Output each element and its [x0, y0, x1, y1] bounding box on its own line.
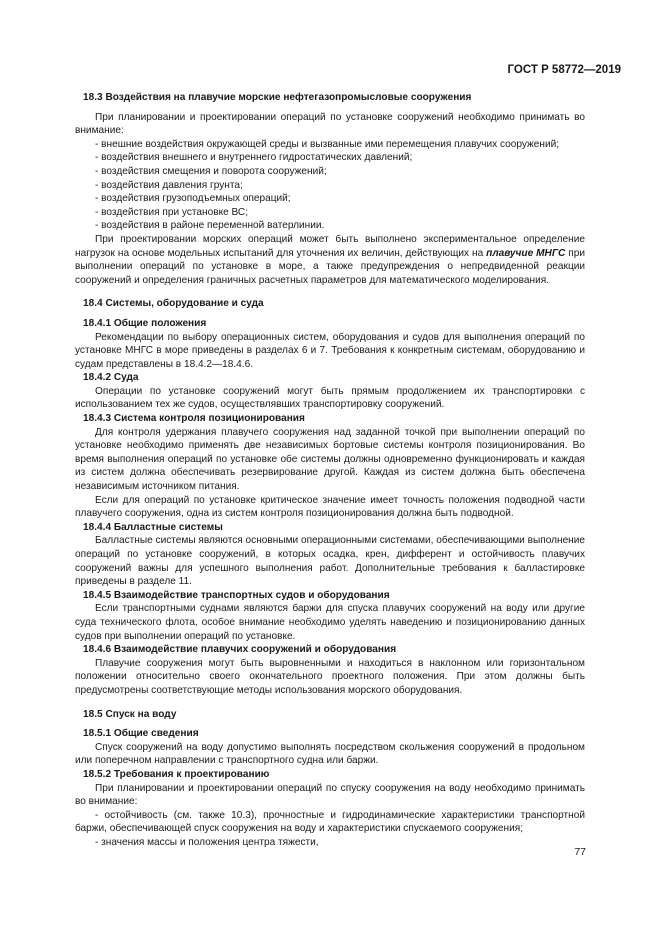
paragraph: Балластные системы являются основными операционными системами, обеспечивающими выполнение операций по установке сооружений, в которых осадка, крен, дифферент и остойчивость плавучих сооружений важны для успешного выполнения работ. Дополнительные требования к балластировке приведены в разделе 11. — [75, 535, 586, 588]
section-heading-18-4: 18.4 Системы, оборудование и суда — [83, 298, 264, 310]
subsection-heading-18-4-4: 18.4.4 Балластные системы — [83, 521, 223, 533]
subsection-heading-18-4-3: 18.4.3 Система контроля позиционирования — [83, 413, 305, 425]
page-number: 77 — [574, 846, 586, 858]
document-standard-header: ГОСТ Р 58772—2019 — [507, 64, 621, 76]
bullet-list — [75, 138, 585, 233]
paragraph: Плавучие сооружения могут быть выровненными и находиться в наклонном или горизонтальном положении относительно своего окончательного проектного положения. При этом должны быть предусмотрены соответствующие методы использования морского оборудования. — [75, 657, 585, 696]
paragraph: При планировании и проектировании операций по установке сооружений необходимо принимать во внимание: — [75, 111, 585, 137]
list-item: - воздействия смещения и поворота сооружений; — [95, 165, 327, 177]
subsection-heading-18-4-2: 18.4.2 Суда — [83, 372, 139, 384]
list-item: - остойчивость (см. также 10.3), прочностные и гидродинамические характеристики транспортной баржи, обеспечивающей спуск сооружения на воду и характеристики спускаемого сооружения; — [75, 809, 585, 835]
subsection-heading-18-4-1: 18.4.1 Общие положения — [83, 317, 207, 329]
paragraph-text: при выполнении операций по установке в море, а также предупреждения о непредвиденной реакции сооружений и определения граничных расчетных параметров для математического моделирования. — [75, 247, 585, 286]
subsection-heading-18-4-6: 18.4.6 Взаимодействие плавучих сооружений и оборудования — [83, 644, 397, 656]
list-item: - воздействия грузоподъемных операций; — [95, 193, 291, 205]
list-item: - значения массы и положения центра тяжести, — [95, 836, 319, 848]
list-item: - воздействия давления грунта; — [95, 179, 243, 191]
paragraph-text: При проектировании морских операций может быть выполнено экспериментальное определение нагрузок на основе модельных испытаний для уточнения их величин, действующих на — [75, 233, 585, 259]
subsection-heading-18-4-5: 18.4.5 Взаимодействие транспортных судов и оборудования — [83, 589, 390, 601]
list-item: - воздействия в районе переменной ватерлинии. — [95, 220, 325, 232]
list-item: - внешние воздействия окружающей среды и вызванные ими перемещения плавучих сооружений; — [95, 138, 560, 150]
page-content — [75, 91, 585, 849]
paragraph: Операции по установке сооружений могут быть прямым продолжением их транспортировки с использованием тех же судов, осуществлявших транспортировку сооружений. — [75, 385, 585, 411]
list-item: - воздействия при установке ВС; — [95, 206, 249, 218]
paragraph — [75, 233, 585, 287]
paragraph: При планировании и проектировании операций по спуску сооружения на воду необходимо принимать во внимание: — [75, 782, 585, 808]
subsection-heading-18-5-2: 18.5.2 Требования к проектированию — [83, 768, 270, 780]
list-item: - воздействия внешнего и внутреннего гидростатических давлений; — [95, 152, 413, 164]
emphasis-term: плавучие МНГС — [486, 247, 566, 259]
paragraph: Если транспортными суднами являются баржи для спуска плавучих сооружений на воду или другие суда технического флота, особое внимание необходимо уделять наведению и позиционированию данных судов при выполнении операций по установке. — [75, 603, 585, 642]
paragraph: Если для операций по установке критическое значение имеет точность положения подводной части плавучего сооружения, одна из систем контроля позиционирования должна быть подводной. — [75, 494, 585, 520]
paragraph: Рекомендации по выбору операционных систем, оборудования и судов для выполнения операций по установке МНГС в море приведены в разделах 6 и 7. Требования к конкретным системам, оборудованию и судам представлены в 18.4.2—18.4.6. — [75, 331, 585, 370]
paragraph: Для контроля удержания плавучего сооружения над заданной точкой при выполнении операций по установке необходимо применять две независимых бортовые системы контроля позиционирования. Во время выполнения операций по установке обе системы должны одновременно функционировать и каждая из систем должна обеспечивать резервирование другой. Каждая из систем должна быть обеспечена независимым источником питания. — [75, 426, 585, 493]
section-heading-18-3: 18.3 Воздействия на плавучие морские нефтегазопромысловые сооружения — [83, 92, 472, 103]
section-heading-18-5: 18.5 Спуск на воду — [83, 708, 177, 720]
paragraph: Спуск сооружений на воду допустимо выполнять посредством скольжения сооружений в продольном или поперечном направлении с транспортного судна или баржи. — [75, 741, 585, 767]
subsection-heading-18-5-1: 18.5.1 Общие сведения — [83, 728, 199, 740]
